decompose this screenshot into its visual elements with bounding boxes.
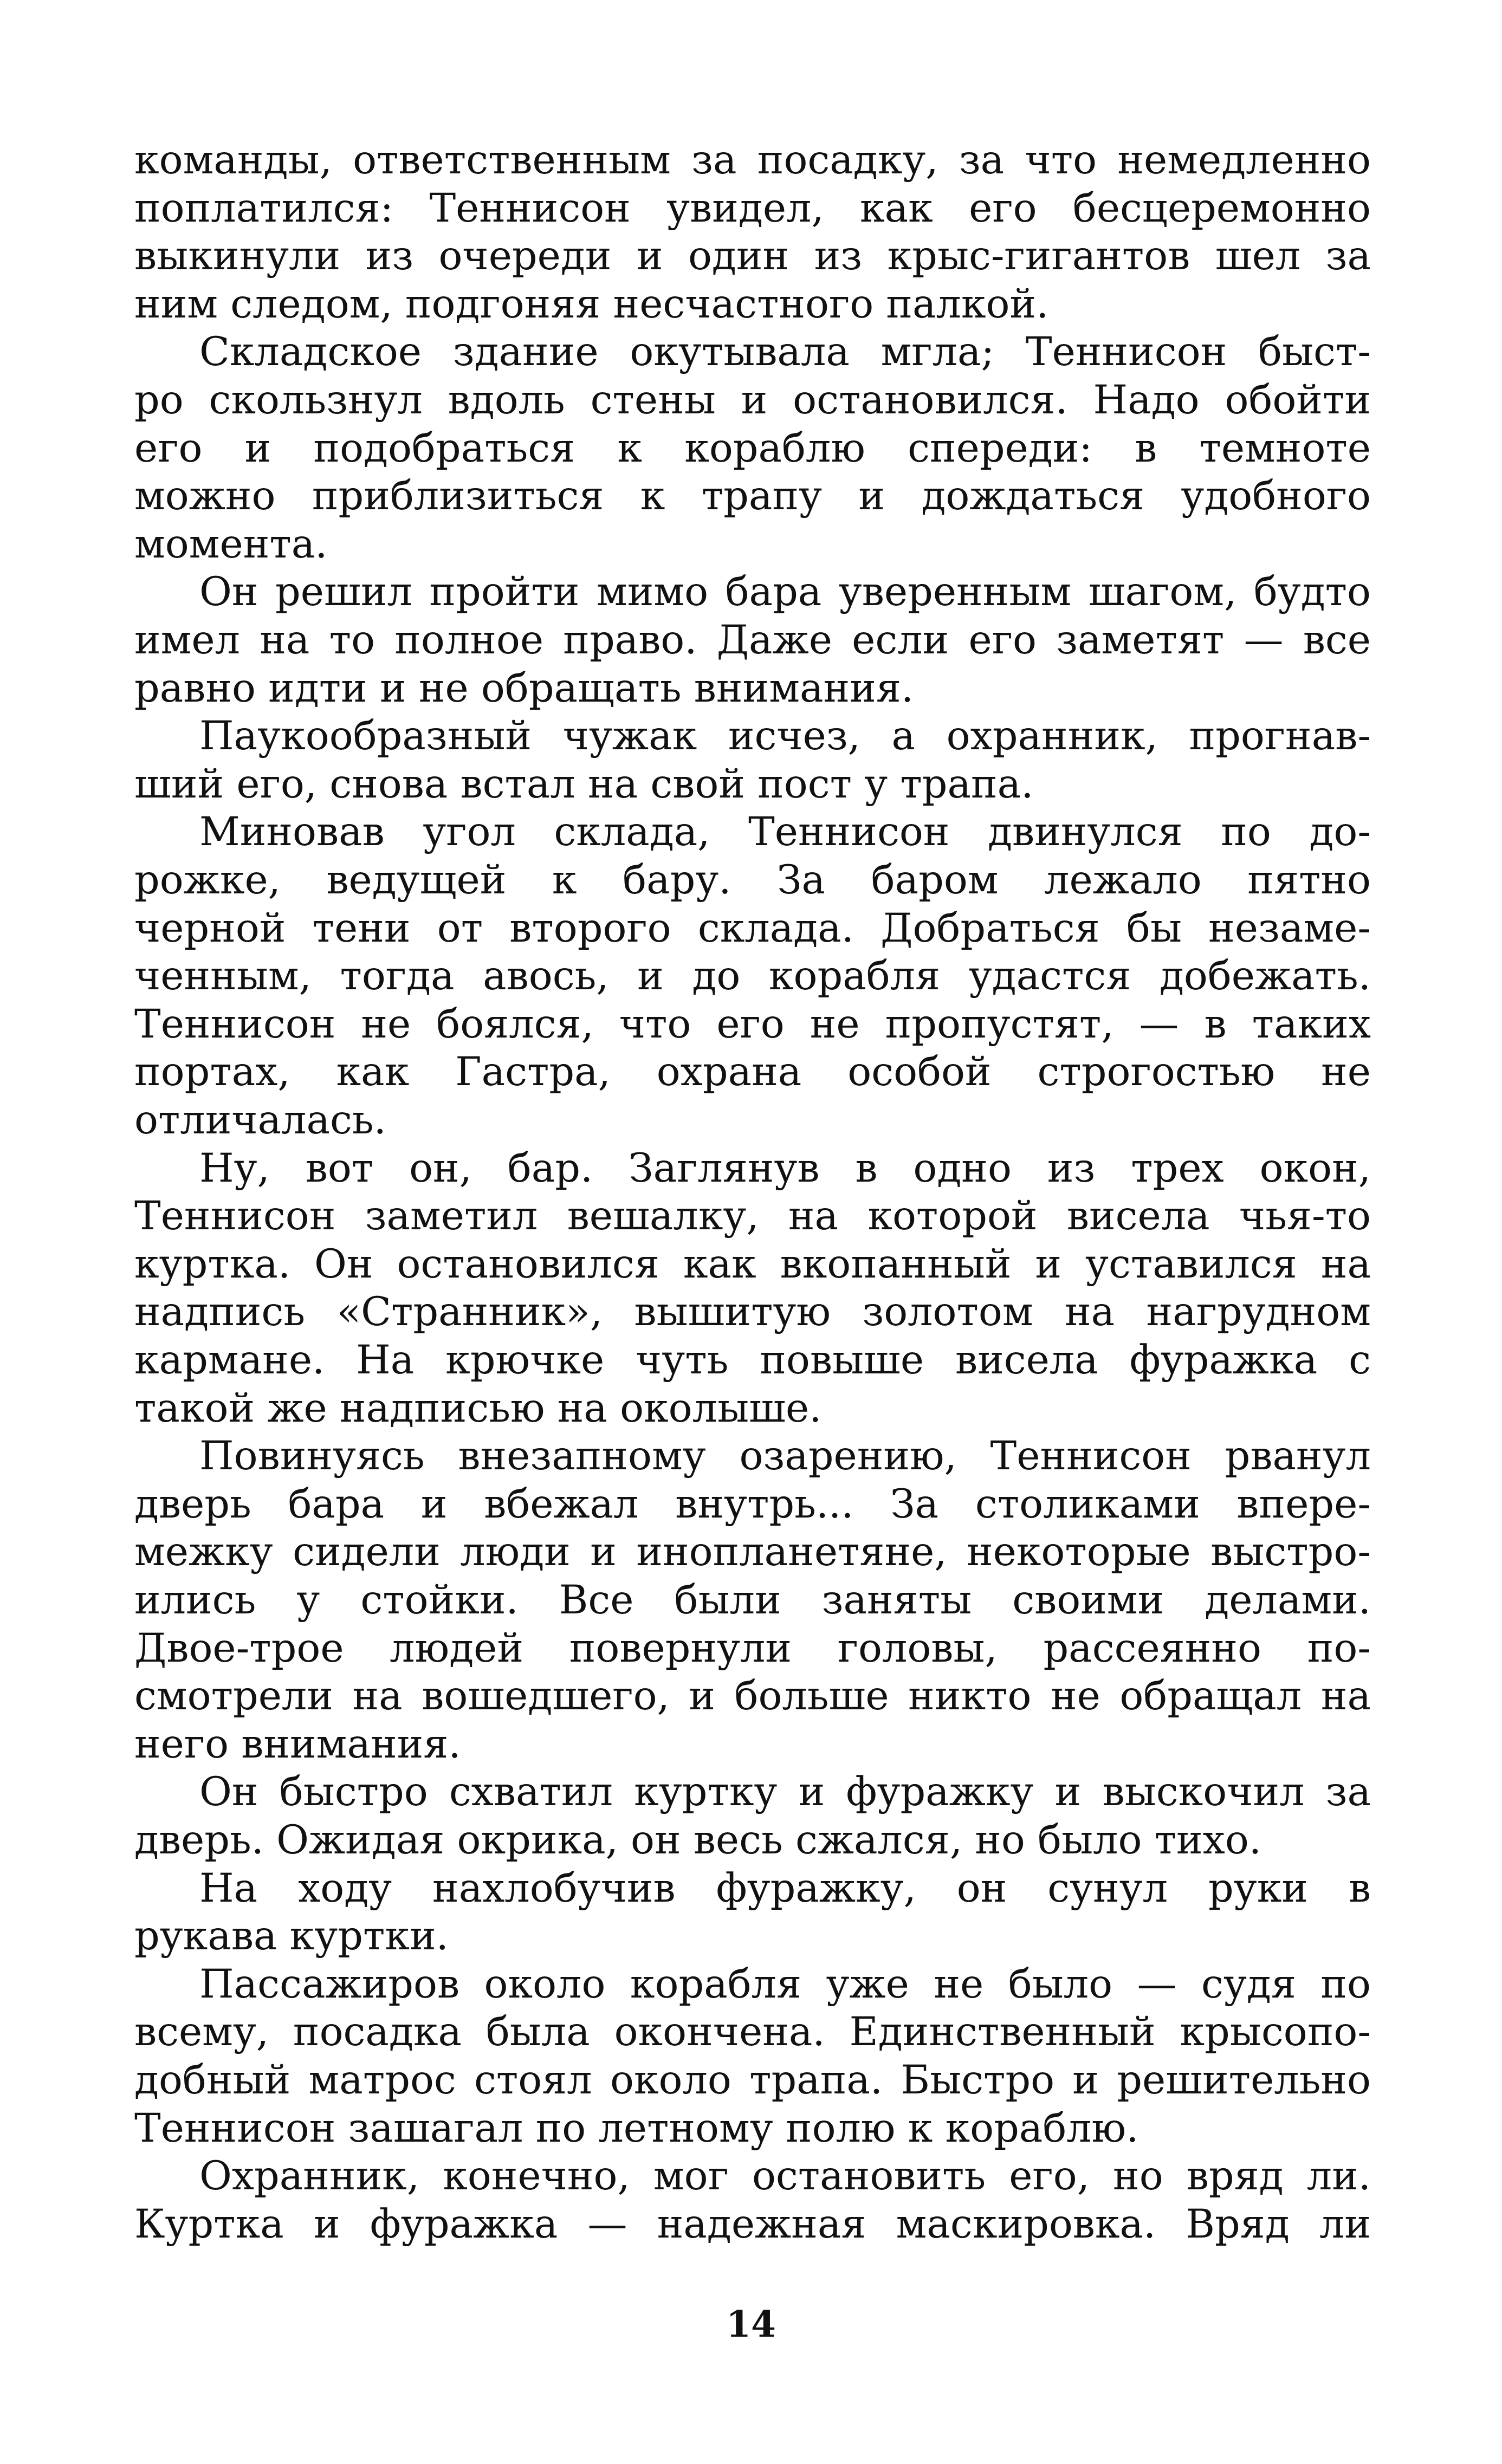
text-line: дверь. Ожидая окрика, он весь сжался, но было тихо.	[134, 1817, 1262, 1863]
text-line: портах, как Гастра, охрана особой строгостью не	[134, 1049, 1371, 1095]
text-line: Складское здание окутывала мгла; Теннисон быст-	[199, 329, 1371, 375]
text-line: куртка. Он остановился как вкопанный и уставился на	[134, 1241, 1371, 1287]
text-line: смотрели на вошедшего, и больше никто не обращал на	[134, 1673, 1371, 1719]
text-line: Куртка и фуражка — надежная маскировка. Вряд ли	[134, 2201, 1371, 2247]
text-line: Он быстро схватил куртку и фуражку и выскочил за	[199, 1769, 1371, 1815]
text-line: Ну, вот он, бар. Заглянув в одно из трех окон,	[199, 1145, 1371, 1191]
text-line: такой же надписью на околыше.	[134, 1385, 822, 1431]
text-line: Теннисон не боялся, что его не пропустят, — в таких	[134, 1001, 1371, 1047]
text-line: момента.	[134, 521, 328, 567]
text-line: его и подобраться к кораблю спереди: в темноте	[134, 425, 1371, 471]
text-line: ченным, тогда авось, и до корабля удастся добежать.	[134, 953, 1371, 999]
text-line: имел на то полное право. Даже если его заметят — все	[134, 617, 1371, 663]
text-line: Теннисон заметил вешалку, на которой висела чья-то	[134, 1193, 1371, 1239]
text-line: межку сидели люди и инопланетяне, некоторые выстро-	[134, 1529, 1371, 1575]
text-line: Двое-трое людей повернули головы, рассеянно по-	[134, 1625, 1371, 1671]
text-line: отличалась.	[134, 1097, 386, 1143]
text-line: На ходу нахлобучив фуражку, он сунул руки в	[199, 1865, 1371, 1911]
text-line: выкинули из очереди и один из крыс-гигантов шел за	[134, 233, 1371, 279]
text-line: ились у стойки. Все были заняты своими делами.	[134, 1577, 1371, 1623]
text-line: Он решил пройти мимо бара уверенным шагом, будто	[199, 569, 1371, 615]
text-line: добный матрос стоял около трапа. Быстро и решительно	[134, 2057, 1371, 2103]
text-line: Повинуясь внезапному озарению, Теннисон рванул	[199, 1433, 1371, 1479]
text-line: надпись «Странник», вышитую золотом на нагрудном	[134, 1289, 1371, 1335]
text-line: равно идти и не обращать внимания.	[134, 665, 914, 711]
page-number: 14	[726, 2303, 776, 2345]
text-line: Миновав угол склада, Теннисон двинулся по до-	[199, 809, 1371, 855]
text-line: черной тени от второго склада. Добраться бы незаме-	[134, 905, 1371, 951]
text-line: Пассажиров около корабля уже не было — судя по	[199, 1961, 1371, 2007]
text-line: ро скользнул вдоль стены и остановился. Надо обойти	[134, 377, 1371, 423]
text-line: него внимания.	[134, 1721, 461, 1767]
text-line: поплатился: Теннисон увидел, как его бесцеремонно	[134, 185, 1371, 231]
text-line: рукава куртки.	[134, 1913, 449, 1959]
text-line: Паукообразный чужак исчез, а охранник, прогнав-	[199, 713, 1371, 759]
text-line: можно приблизиться к трапу и дождаться удобного	[134, 473, 1371, 519]
text-line: рожке, ведущей к бару. За баром лежало пятно	[134, 857, 1371, 903]
text-line: всему, посадка была окончена. Единственный крысопо-	[134, 2009, 1371, 2055]
text-line: ший его, снова встал на свой пост у трапа.	[134, 761, 1034, 807]
text-line: команды, ответственным за посадку, за что немедленно	[134, 137, 1371, 183]
text-line: Теннисон зашагал по летному полю к кораблю.	[134, 2105, 1139, 2151]
text-line: дверь бара и вбежал внутрь... За столиками впере-	[134, 1481, 1371, 1527]
text-line: кармане. На крючке чуть повыше висела фуражка с	[134, 1337, 1371, 1383]
text-line: ним следом, подгоняя несчастного палкой.	[134, 281, 1049, 327]
text-line: Охранник, конечно, мог остановить его, но вряд ли.	[199, 2153, 1371, 2199]
